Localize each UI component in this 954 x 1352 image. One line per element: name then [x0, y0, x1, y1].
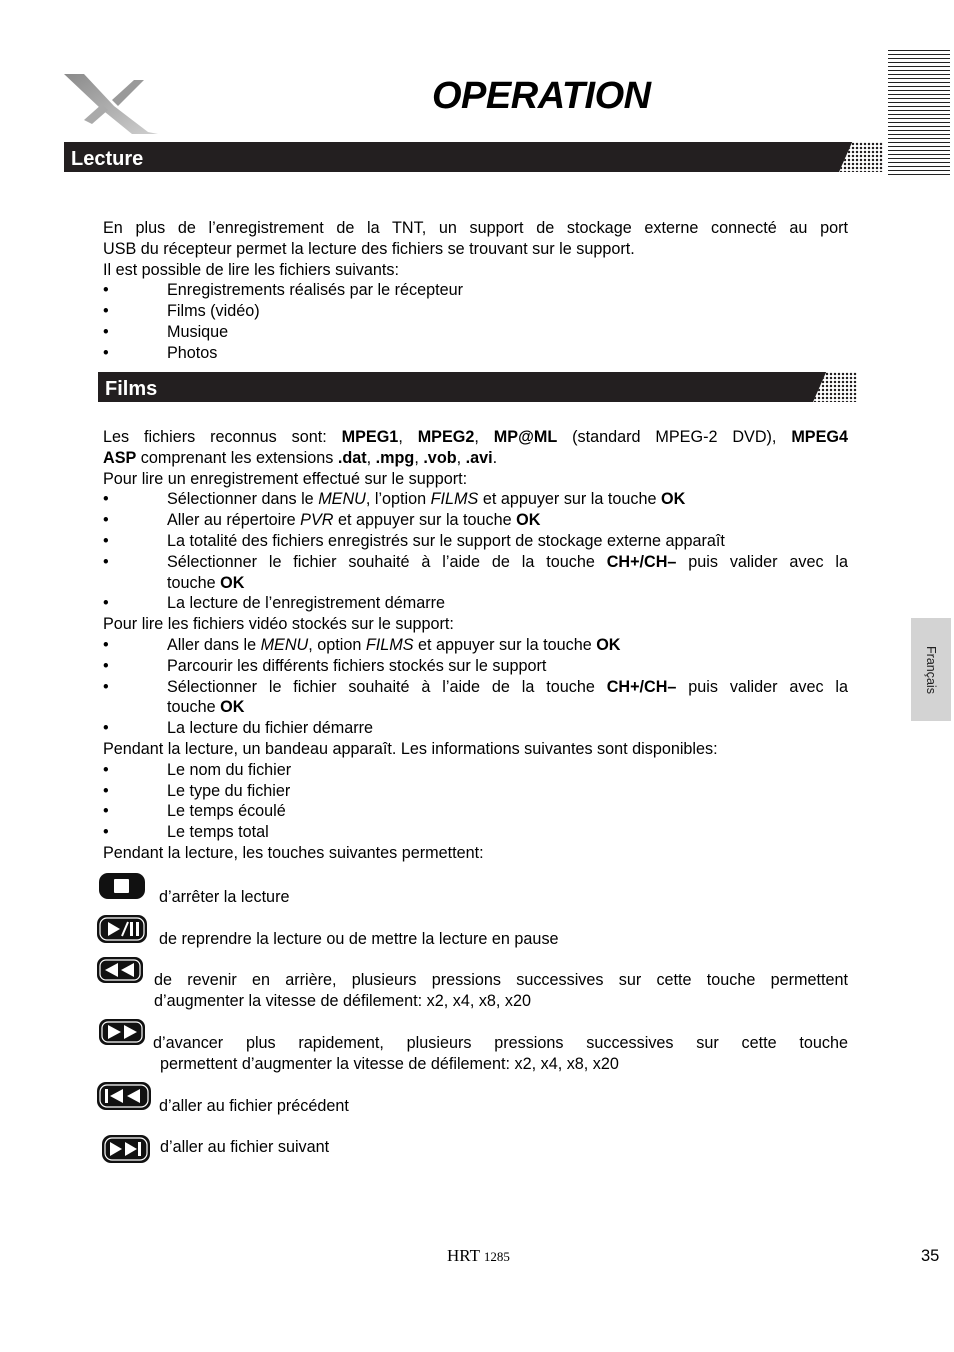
ch-key: CH+/CH–: [606, 677, 677, 696]
text: et appuyer sur la touche: [333, 511, 517, 530]
text: .: [492, 448, 498, 467]
text: et appuyer sur la touche: [413, 635, 597, 654]
list-item-continued: [103, 573, 848, 594]
list-item: [103, 635, 848, 656]
rewind-icon: [96, 956, 144, 984]
list-item: • Le type du fichier: [103, 781, 848, 802]
text: et appuyer sur la touche: [478, 490, 661, 509]
text: touche: [167, 573, 221, 592]
bar-dot-pattern: [813, 372, 857, 402]
list-item: • Enregistrements réalisés par le récepteur: [103, 280, 848, 301]
format-mpeg4: MPEG4: [791, 428, 848, 446]
menu-word: MENU: [318, 490, 366, 509]
formats-line: [103, 448, 848, 469]
format-mpml: MP@ML: [493, 428, 558, 446]
ok-key: OK: [661, 490, 686, 509]
text: Aller au répertoire: [167, 511, 301, 530]
list-item: • Le temps total: [103, 822, 848, 843]
text: puis valider avec la: [676, 552, 849, 571]
bar-dot-pattern: [839, 142, 883, 172]
format-mpeg2: MPEG2: [417, 428, 475, 446]
list-item: • La lecture de l’enregistrement démarre: [103, 593, 848, 614]
list-item: [103, 489, 848, 510]
ok-key: OK: [220, 573, 245, 592]
section-heading-lecture: [64, 142, 882, 172]
ext-mpg: .mpg: [375, 448, 415, 467]
language-tab: [911, 618, 951, 721]
page-number: 35: [921, 1247, 940, 1265]
films-word: FILMS: [365, 635, 414, 654]
list-item: • Parcourir les différents fichiers stockés sur le support: [103, 656, 848, 677]
ext-dat: .dat: [337, 448, 367, 467]
ok-key: OK: [516, 511, 541, 530]
text: ,: [456, 448, 466, 467]
text: comprenant les extensions: [136, 448, 338, 467]
text: , l’option: [365, 490, 431, 509]
text: Les fichiers reconnus sont:: [103, 428, 342, 446]
text: Sélectionner le fichier souhaité à l’aide de la touche: [167, 677, 607, 696]
list-item: • La lecture du fichier démarre: [103, 718, 848, 739]
next-file-icon: [101, 1134, 151, 1164]
key-description-line: d’augmenter la vitesse de défilement: x2, x4, x8, x20: [154, 991, 532, 1010]
x-logo-icon: [62, 68, 162, 138]
section-heading-films: [98, 372, 856, 402]
text: ,: [366, 448, 376, 467]
ok-key: OK: [220, 698, 245, 717]
formats-line: [103, 427, 848, 448]
ok-key: OK: [596, 635, 621, 654]
list-item: [103, 552, 848, 573]
key-description: [154, 970, 848, 1012]
ext-vob: .vob: [423, 448, 457, 467]
key-description: d’aller au fichier précédent: [159, 1097, 349, 1115]
list-item: • Films (vidéo): [103, 301, 848, 322]
text: touche: [167, 698, 221, 717]
video-intro: Pour lire les fichiers vidéo stockés sur le support:: [103, 615, 454, 634]
section-heading-label: Lecture: [71, 148, 144, 170]
films-word: FILMS: [430, 490, 479, 509]
list-item: • Musique: [103, 322, 848, 343]
keys-intro: Pendant la lecture, les touches suivantes permettent:: [103, 843, 484, 862]
key-description: [153, 1033, 848, 1075]
text: (standard MPEG-2 DVD),: [557, 428, 792, 446]
lecture-intro-line: Il est possible de lire les fichiers suivants:: [103, 260, 399, 279]
text: ,: [474, 428, 494, 446]
play-pause-icon: [96, 914, 148, 944]
lecture-body: [103, 218, 848, 364]
list-item: [103, 677, 848, 698]
format-mpeg1: MPEG1: [341, 428, 399, 446]
info-intro: Pendant la lecture, un bandeau apparaît. Les informations suivantes sont disponibles:: [103, 739, 718, 758]
text: Aller dans le: [167, 635, 261, 654]
list-item: • Le nom du fichier: [103, 760, 848, 781]
key-description: d’arrêter la lecture: [159, 888, 290, 906]
text: Sélectionner dans le: [167, 490, 319, 509]
text: Sélectionner le fichier souhaité à l’aide de la touche: [167, 552, 607, 571]
ext-avi: .avi: [465, 448, 493, 467]
model-number: 1285: [483, 1249, 510, 1264]
stop-icon: [98, 872, 146, 900]
list-item: • Photos: [103, 343, 848, 364]
key-description-line: d’avancer plus rapidement, plusieurs pressions successives sur cette touche: [153, 1034, 848, 1052]
page-title: OPERATION: [432, 75, 651, 117]
text: puis valider avec la: [676, 677, 849, 696]
text: , option: [308, 635, 366, 654]
section-heading-label: Films: [105, 378, 158, 400]
list-item: • Le temps écoulé: [103, 801, 848, 822]
language-tab-label: Français: [924, 645, 938, 694]
decorative-stripes: [888, 50, 950, 178]
pvr-intro: Pour lire un enregistrement effectué sur le support:: [103, 469, 468, 488]
pvr-word: PVR: [300, 511, 334, 530]
key-description-line: permettent d’augmenter la vitesse de défilement: x2, x4, x8, x20: [160, 1054, 619, 1073]
model-name: HRT: [447, 1246, 480, 1265]
key-description: de reprendre la lecture ou de mettre la lecture en pause: [159, 930, 559, 948]
menu-word: MENU: [260, 635, 309, 654]
text: ,: [398, 428, 418, 446]
fast-forward-icon: [98, 1018, 146, 1046]
footer-model: [447, 1246, 510, 1266]
key-description: d’aller au fichier suivant: [160, 1138, 330, 1156]
format-asp: ASP: [103, 448, 137, 467]
list-item: • La totalité des fichiers enregistrés sur le support de stockage externe apparaît: [103, 531, 848, 552]
list-item: [103, 510, 848, 531]
films-body: [103, 427, 848, 864]
lecture-intro-line: USB du récepteur permet la lecture des fichiers se trouvant sur le support.: [103, 239, 635, 258]
ch-key: CH+/CH–: [606, 552, 677, 571]
key-description-line: de revenir en arrière, plusieurs pressions successives sur cette touche permettent: [154, 971, 848, 989]
previous-file-icon: [96, 1081, 152, 1111]
lecture-intro-line: En plus de l’enregistrement de la TNT, un support de stockage externe connecté au port: [103, 219, 848, 237]
list-item-continued: [103, 697, 848, 718]
text: ,: [414, 448, 424, 467]
